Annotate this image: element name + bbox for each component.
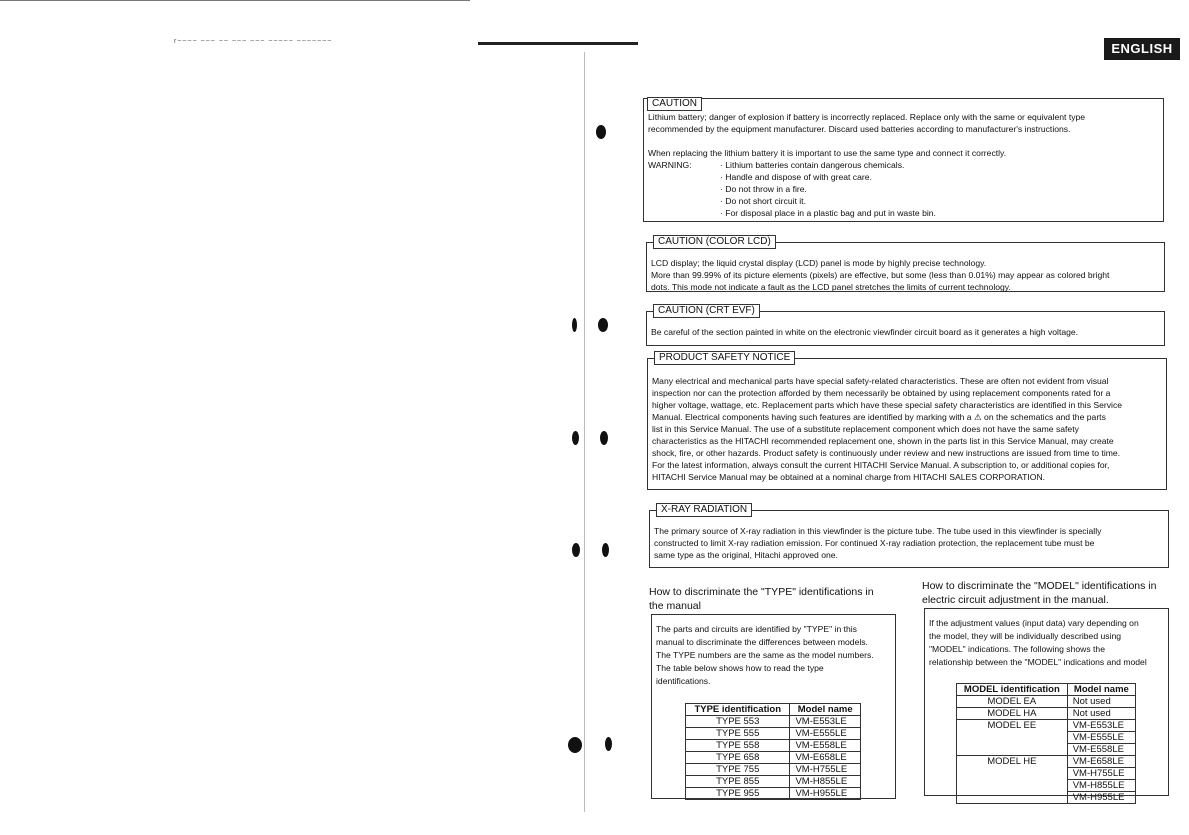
warning-block: [648, 159, 1159, 219]
caution-box: [643, 98, 1164, 222]
table-row: [957, 696, 1136, 708]
table-cell: Not used: [1067, 696, 1135, 708]
table-cell: MODEL EE: [957, 720, 1068, 756]
xray-label: X-RAY RADIATION: [656, 503, 752, 517]
table-cell: MODEL HE: [957, 756, 1068, 804]
table-cell: VM-E553LE: [1067, 720, 1135, 732]
top-rule: [478, 42, 638, 45]
model-heading-line1: How to discriminate the "MODEL" identifications in: [922, 580, 1157, 592]
type-text-line: manual to discriminate the differences between models.: [656, 637, 868, 647]
table-header: MODEL identification: [957, 684, 1068, 696]
warning-item: · Lithium batteries contain dangerous chemicals.: [720, 160, 905, 170]
caution-crt-box: [646, 305, 1165, 346]
warning-label: WARNING:: [648, 160, 692, 170]
table-cell: Not used: [1067, 708, 1135, 720]
safety-line: HITACHI Service Manual may be obtained at a nominal charge from HITACHI SALES CORPORATION.: [652, 472, 1046, 482]
table-header-row: [686, 704, 861, 716]
caution-line1: Lithium battery; danger of explosion if battery is incorrectly replaced. Replace only with the same or equivalent type: [648, 112, 1086, 122]
caution-lcd-line3: dots. This mode not indicate a fault as the LCD panel stretches the limits of current technology.: [651, 282, 1011, 292]
page-fold-line: [584, 52, 585, 812]
table-cell: VM-H855LE: [1067, 780, 1135, 792]
binding-hole-mark: [572, 318, 577, 332]
safety-line: characteristics as the HITACHI recommended replacement one, shown in the parts list in this Service Manual, may create: [652, 436, 1114, 446]
caution-crt-line1: Be careful of the section painted in white on the electronic viewfinder circuit board as it generates a high voltage.: [651, 327, 1079, 337]
table-cell: MODEL HA: [957, 708, 1068, 720]
xray-line1: The primary source of X-ray radiation in this viewfinder is the picture tube. The tube used in this viewfinder is specially: [654, 526, 1102, 536]
caution-label: CAUTION: [647, 97, 702, 111]
binding-hole-mark: [596, 125, 606, 139]
table-cell: VM-E553LE: [790, 716, 861, 728]
caution-line3: When replacing the lithium battery it is important to use the same type and connect it correctly.: [648, 148, 1007, 158]
safety-line: Many electrical and mechanical parts have special safety-related characteristics. These are often not evident from visual: [652, 376, 1109, 386]
warning-item: · For disposal place in a plastic bag and put in waste bin.: [720, 208, 936, 218]
model-heading-line2: electric circuit adjustment in the manual.: [922, 594, 1109, 606]
table-cell: VM-E555LE: [790, 728, 861, 740]
safety-line: list in this Service Manual. The use of a substitute replacement component which does not have the same safety: [652, 424, 1079, 434]
safety-line: inspection nor can the protection afforded by them necessarily be obtained by using replacement components rated for a: [652, 388, 1111, 398]
model-heading: [922, 579, 1172, 607]
binding-hole-mark: [605, 737, 612, 751]
caution-crt-label: CAUTION (CRT EVF): [653, 304, 760, 318]
table-cell: TYPE 755: [686, 764, 790, 776]
table-cell: TYPE 553: [686, 716, 790, 728]
table-cell: VM-H955LE: [1067, 792, 1135, 804]
table-cell: MODEL EA: [957, 696, 1068, 708]
table-row: [957, 708, 1136, 720]
table-cell: TYPE 558: [686, 740, 790, 752]
type-heading-line2: the manual: [649, 600, 701, 612]
table-row: [957, 756, 1136, 768]
table-cell: TYPE 955: [686, 788, 790, 800]
binding-hole-mark: [572, 543, 580, 557]
model-text-line: If the adjustment values (input data) vary depending on: [929, 618, 1139, 628]
caution-lcd-line2: More than 99.99% of its picture elements (pixels) are effective, but some (less than 0.01%) may appear as colored bright: [651, 270, 1110, 280]
header-faint-text: r~~~~ ~~~ ~~ ~~~ ~~~ ~~~~~ ~~~~~~~: [174, 38, 333, 45]
model-text-line: "MODEL" indications. The following shows the: [929, 644, 1105, 654]
model-box: [924, 608, 1169, 803]
binding-hole-mark: [600, 431, 608, 445]
model-text-line: the model, they will be individually described using: [929, 631, 1122, 641]
warning-list: [648, 159, 1159, 219]
table-row: [686, 788, 861, 800]
table-row: [686, 716, 861, 728]
table-cell: VM-H755LE: [790, 764, 861, 776]
caution-line2: recommended by the equipment manufacturer. Discard used batteries according to manufacturer's instructions.: [648, 124, 1071, 134]
safety-line: For the latest information, always consult the current HITACHI Service Manual. A subscription to, or additional copies for,: [652, 460, 1110, 470]
warning-item: · Handle and dispose of with great care.: [720, 172, 872, 182]
table-row: [686, 728, 861, 740]
type-heading-line1: How to discriminate the "TYPE" identifications in: [649, 586, 874, 598]
table-row: [686, 740, 861, 752]
type-text-line: The table below shows how to read the type: [656, 663, 824, 673]
table-cell: TYPE 855: [686, 776, 790, 788]
table-header-row: [957, 684, 1136, 696]
table-cell: VM-E555LE: [1067, 732, 1135, 744]
table-cell: VM-E658LE: [1067, 756, 1135, 768]
safety-notice-box: [647, 352, 1167, 490]
type-text-line: The parts and circuits are identified by "TYPE" in this: [656, 624, 857, 634]
safety-line: shock, fire, or other hazards. Product safety is continuously under review and new instructions are issued from time to time.: [652, 448, 1121, 458]
table-header: TYPE identification: [686, 704, 790, 716]
caution-lcd-label: CAUTION (COLOR LCD): [653, 235, 776, 249]
xray-line2: constructed to limit X-ray radiation emission. For continued X-ray radiation protection, the replacement tube must be: [654, 538, 1095, 548]
safety-line: Manual. Electrical components having such features are identified by marking with a ⚠ on the schematics and the parts: [652, 412, 1106, 422]
type-text-line: The TYPE numbers are the same as the model numbers.: [656, 650, 874, 660]
xray-box: [649, 504, 1169, 568]
safety-line: higher voltage, wattage, etc. Replacement parts which have these special safety characteristics are identified in this Service: [652, 400, 1123, 410]
table-cell: VM-E658LE: [790, 752, 861, 764]
binding-hole-mark: [572, 431, 579, 445]
model-table: [956, 683, 1136, 804]
binding-hole-mark: [598, 318, 608, 332]
type-table: [685, 703, 861, 800]
safety-notice-label: PRODUCT SAFETY NOTICE: [654, 351, 795, 365]
table-row: [686, 752, 861, 764]
table-cell: VM-H955LE: [790, 788, 861, 800]
warning-item: · Do not throw in a fire.: [720, 184, 807, 194]
caution-lcd-line1: LCD display; the liquid crystal display (LCD) panel is mode by highly precise technology.: [651, 258, 987, 268]
type-box: [651, 614, 896, 799]
table-cell: TYPE 658: [686, 752, 790, 764]
table-row: [957, 720, 1136, 732]
table-row: [686, 764, 861, 776]
language-tab: ENGLISH: [1104, 38, 1180, 60]
table-row: [686, 776, 861, 788]
table-cell: VM-E558LE: [1067, 744, 1135, 756]
table-cell: VM-H855LE: [790, 776, 861, 788]
warning-item: · Do not short circuit it.: [720, 196, 806, 206]
table-cell: VM-H755LE: [1067, 768, 1135, 780]
table-header: Model name: [1067, 684, 1135, 696]
binding-hole-mark: [602, 543, 609, 557]
caution-lcd-box: [646, 236, 1165, 292]
xray-line3: same type as the original, Hitachi approved one.: [654, 550, 838, 560]
table-header: Model name: [790, 704, 861, 716]
type-text-line: identifications.: [656, 676, 711, 686]
binding-hole-mark: [568, 737, 582, 753]
type-heading: [649, 585, 899, 613]
header-rule: [0, 0, 470, 1]
table-cell: VM-E558LE: [790, 740, 861, 752]
table-cell: TYPE 555: [686, 728, 790, 740]
model-text-line: relationship between the "MODEL" indications and model: [929, 657, 1147, 667]
